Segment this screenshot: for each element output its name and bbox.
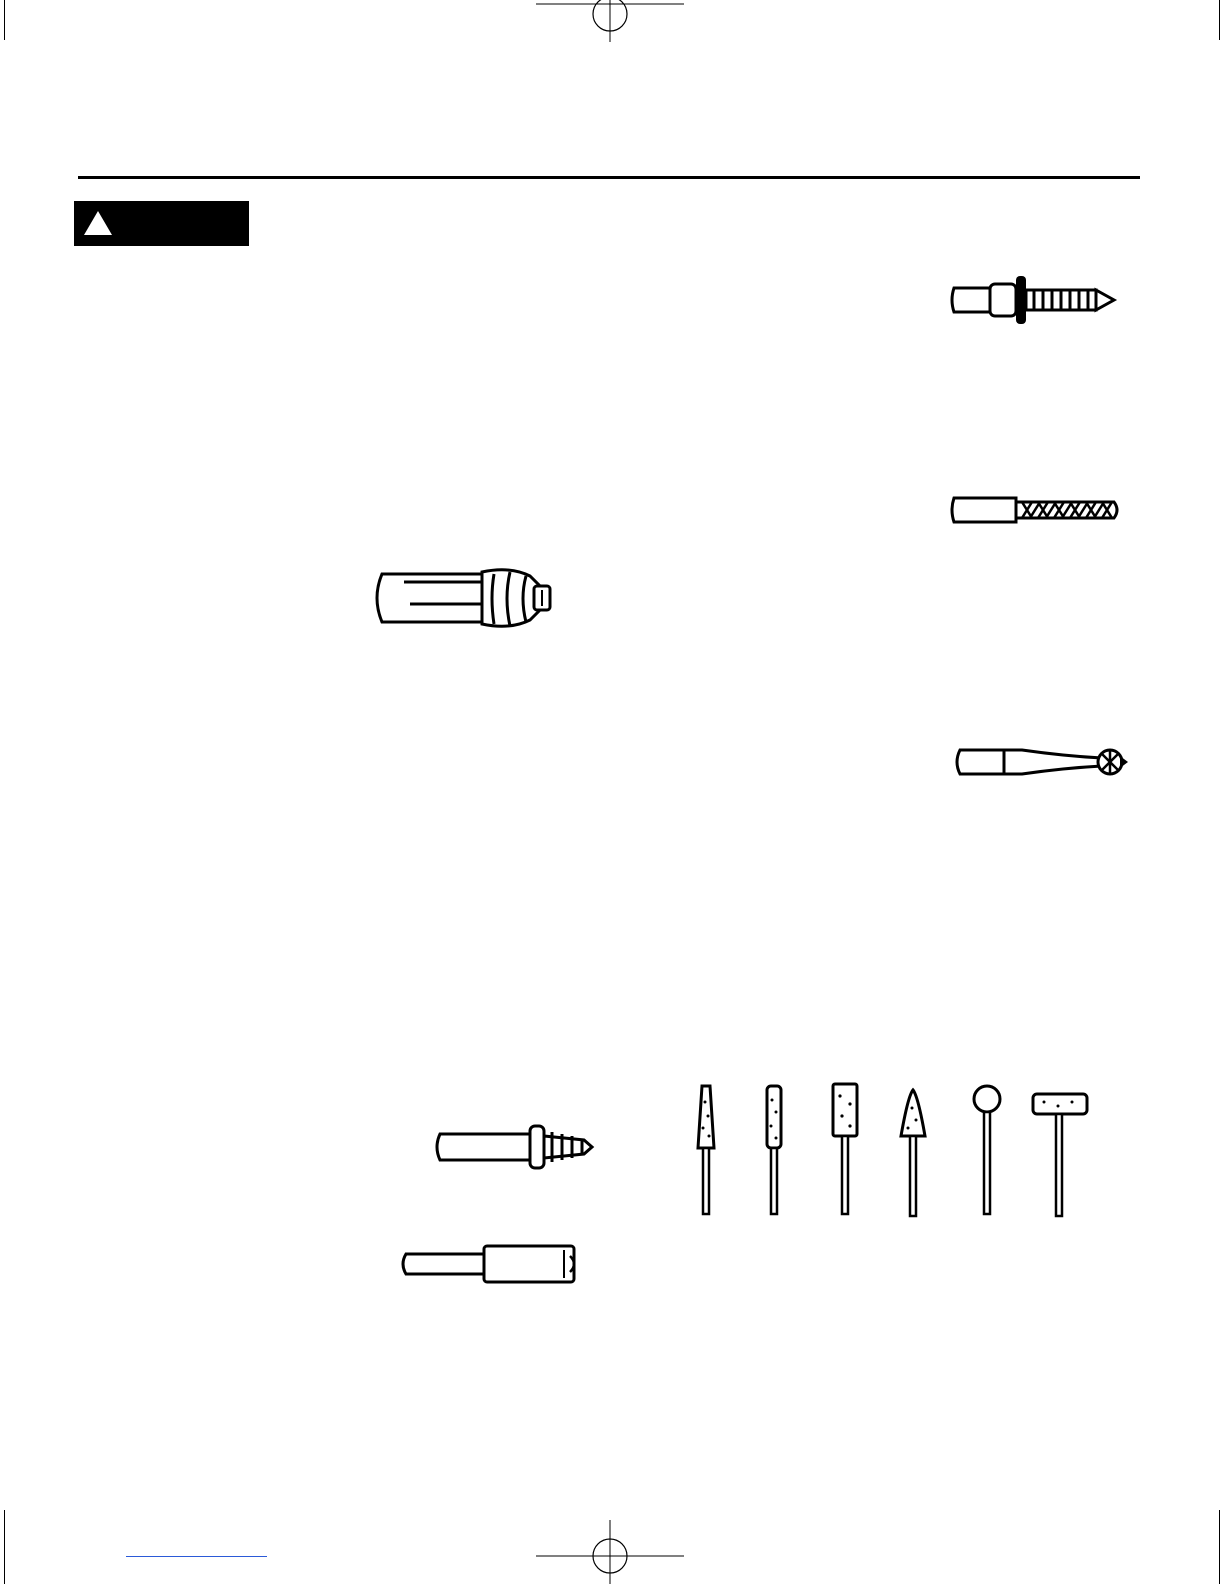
registration-mark-top bbox=[536, 0, 684, 42]
screw-mandrel-illustration bbox=[950, 272, 1118, 328]
crop-mark-top-right bbox=[1219, 0, 1220, 40]
collet-illustration bbox=[370, 566, 560, 630]
header-rule bbox=[78, 176, 1140, 179]
crop-mark-bottom-left bbox=[4, 1510, 5, 1584]
drum-mandrel-illustration bbox=[400, 1242, 580, 1286]
grinding-stone-square-illustration bbox=[830, 1080, 860, 1216]
footer-rule bbox=[126, 1556, 267, 1557]
ball-cutter-illustration bbox=[954, 744, 1130, 780]
grinding-stone-cone-illustration bbox=[898, 1086, 928, 1218]
registration-mark-bottom bbox=[536, 1520, 684, 1584]
cutter-bit-illustration bbox=[950, 494, 1122, 526]
warning-banner bbox=[74, 201, 249, 246]
grinding-stone-tapered-illustration bbox=[694, 1082, 718, 1216]
grinding-stone-ball-illustration bbox=[970, 1082, 1004, 1216]
warning-triangle-icon bbox=[82, 209, 114, 237]
crop-mark-bottom-right bbox=[1219, 1510, 1220, 1584]
grinding-stone-wheel-illustration bbox=[1030, 1090, 1090, 1218]
grinding-stone-cylinder-illustration bbox=[762, 1082, 786, 1216]
crop-mark-top-left bbox=[4, 0, 5, 40]
screw-mandrel-small-illustration bbox=[434, 1120, 596, 1172]
